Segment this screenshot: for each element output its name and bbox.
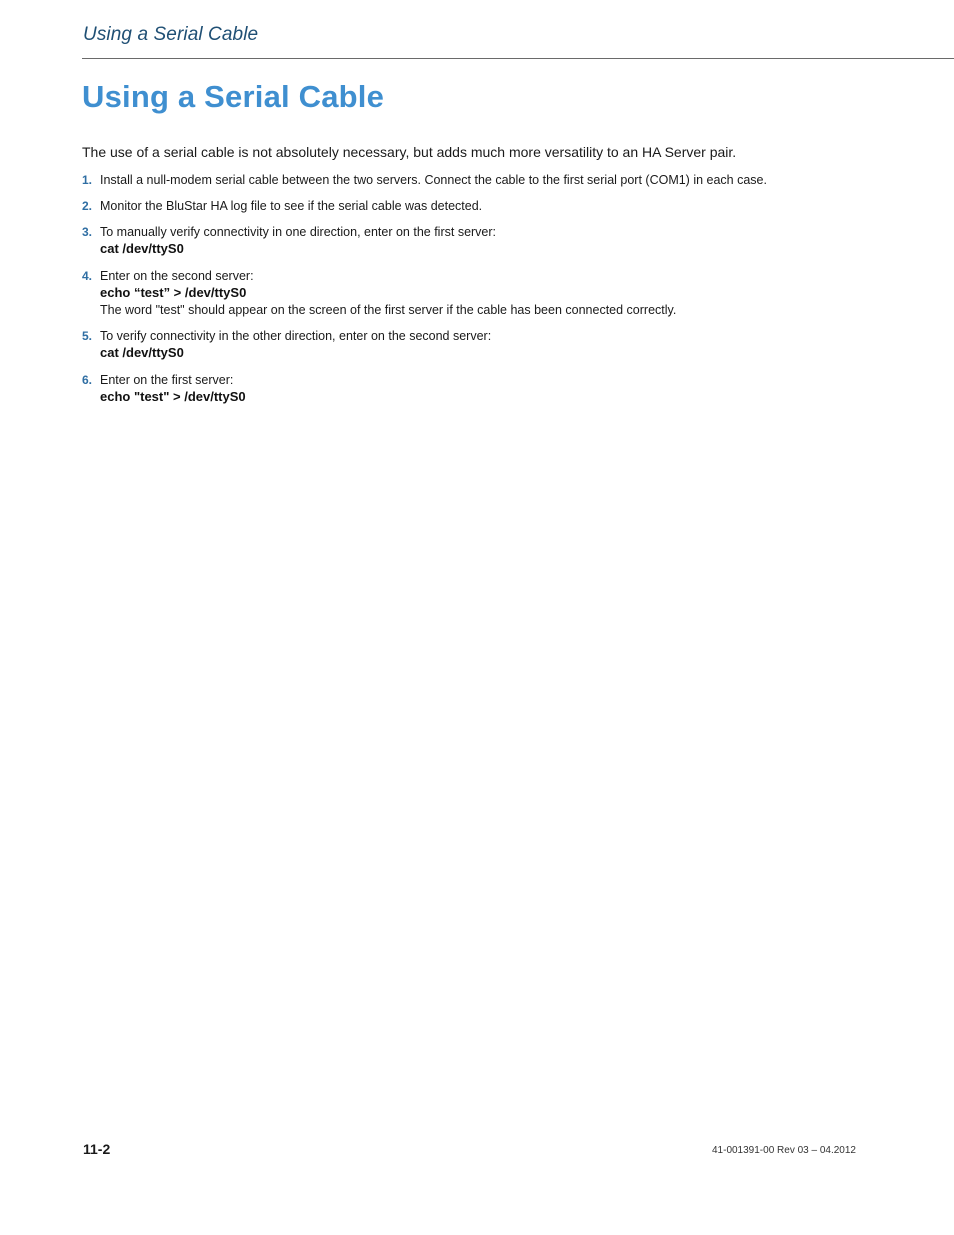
- step-note: The word "test" should appear on the screen of the first server if the cable has been connected correctly.: [100, 303, 677, 317]
- step-text: Enter on the first server:: [100, 373, 234, 387]
- steps-list: [82, 172, 772, 416]
- step-item-4: [82, 268, 772, 318]
- header-divider: [82, 58, 954, 59]
- step-number: 3.: [82, 225, 93, 239]
- step-command: cat /dev/ttyS0: [100, 241, 184, 256]
- step-item-1: [82, 172, 772, 188]
- step-number: 6.: [82, 373, 93, 387]
- step-text: Install a null-modem serial cable between the two servers. Connect the cable to the first serial port (COM1) in each case.: [100, 173, 767, 187]
- document-id: 41-001391-00 Rev 03 – 04.2012: [711, 1145, 856, 1156]
- step-command: echo “test” > /dev/ttyS0: [100, 285, 247, 300]
- step-number: 4.: [82, 269, 93, 283]
- step-item-3: [82, 224, 772, 258]
- intro-paragraph: The use of a serial cable is not absolutely necessary, but adds much more versatility to an HA Server pair.: [82, 144, 737, 160]
- step-number: 5.: [82, 329, 93, 343]
- step-item-2: [82, 198, 772, 214]
- running-header: Using a Serial Cable: [83, 24, 259, 45]
- step-item-5: [82, 328, 772, 362]
- page-title: Using a Serial Cable: [82, 79, 385, 114]
- step-text: To verify connectivity in the other direction, enter on the second server:: [100, 329, 492, 343]
- step-text: To manually verify connectivity in one direction, enter on the first server:: [100, 225, 497, 239]
- step-text: Monitor the BluStar HA log file to see if the serial cable was detected.: [100, 199, 483, 213]
- step-command: cat /dev/ttyS0: [100, 345, 184, 360]
- step-text: Enter on the second server:: [100, 269, 254, 283]
- step-number: 1.: [82, 173, 93, 187]
- step-number: 2.: [82, 199, 93, 213]
- page-number: 11-2: [83, 1141, 111, 1157]
- step-command: echo "test" > /dev/ttyS0: [100, 389, 246, 404]
- step-item-6: [82, 372, 772, 406]
